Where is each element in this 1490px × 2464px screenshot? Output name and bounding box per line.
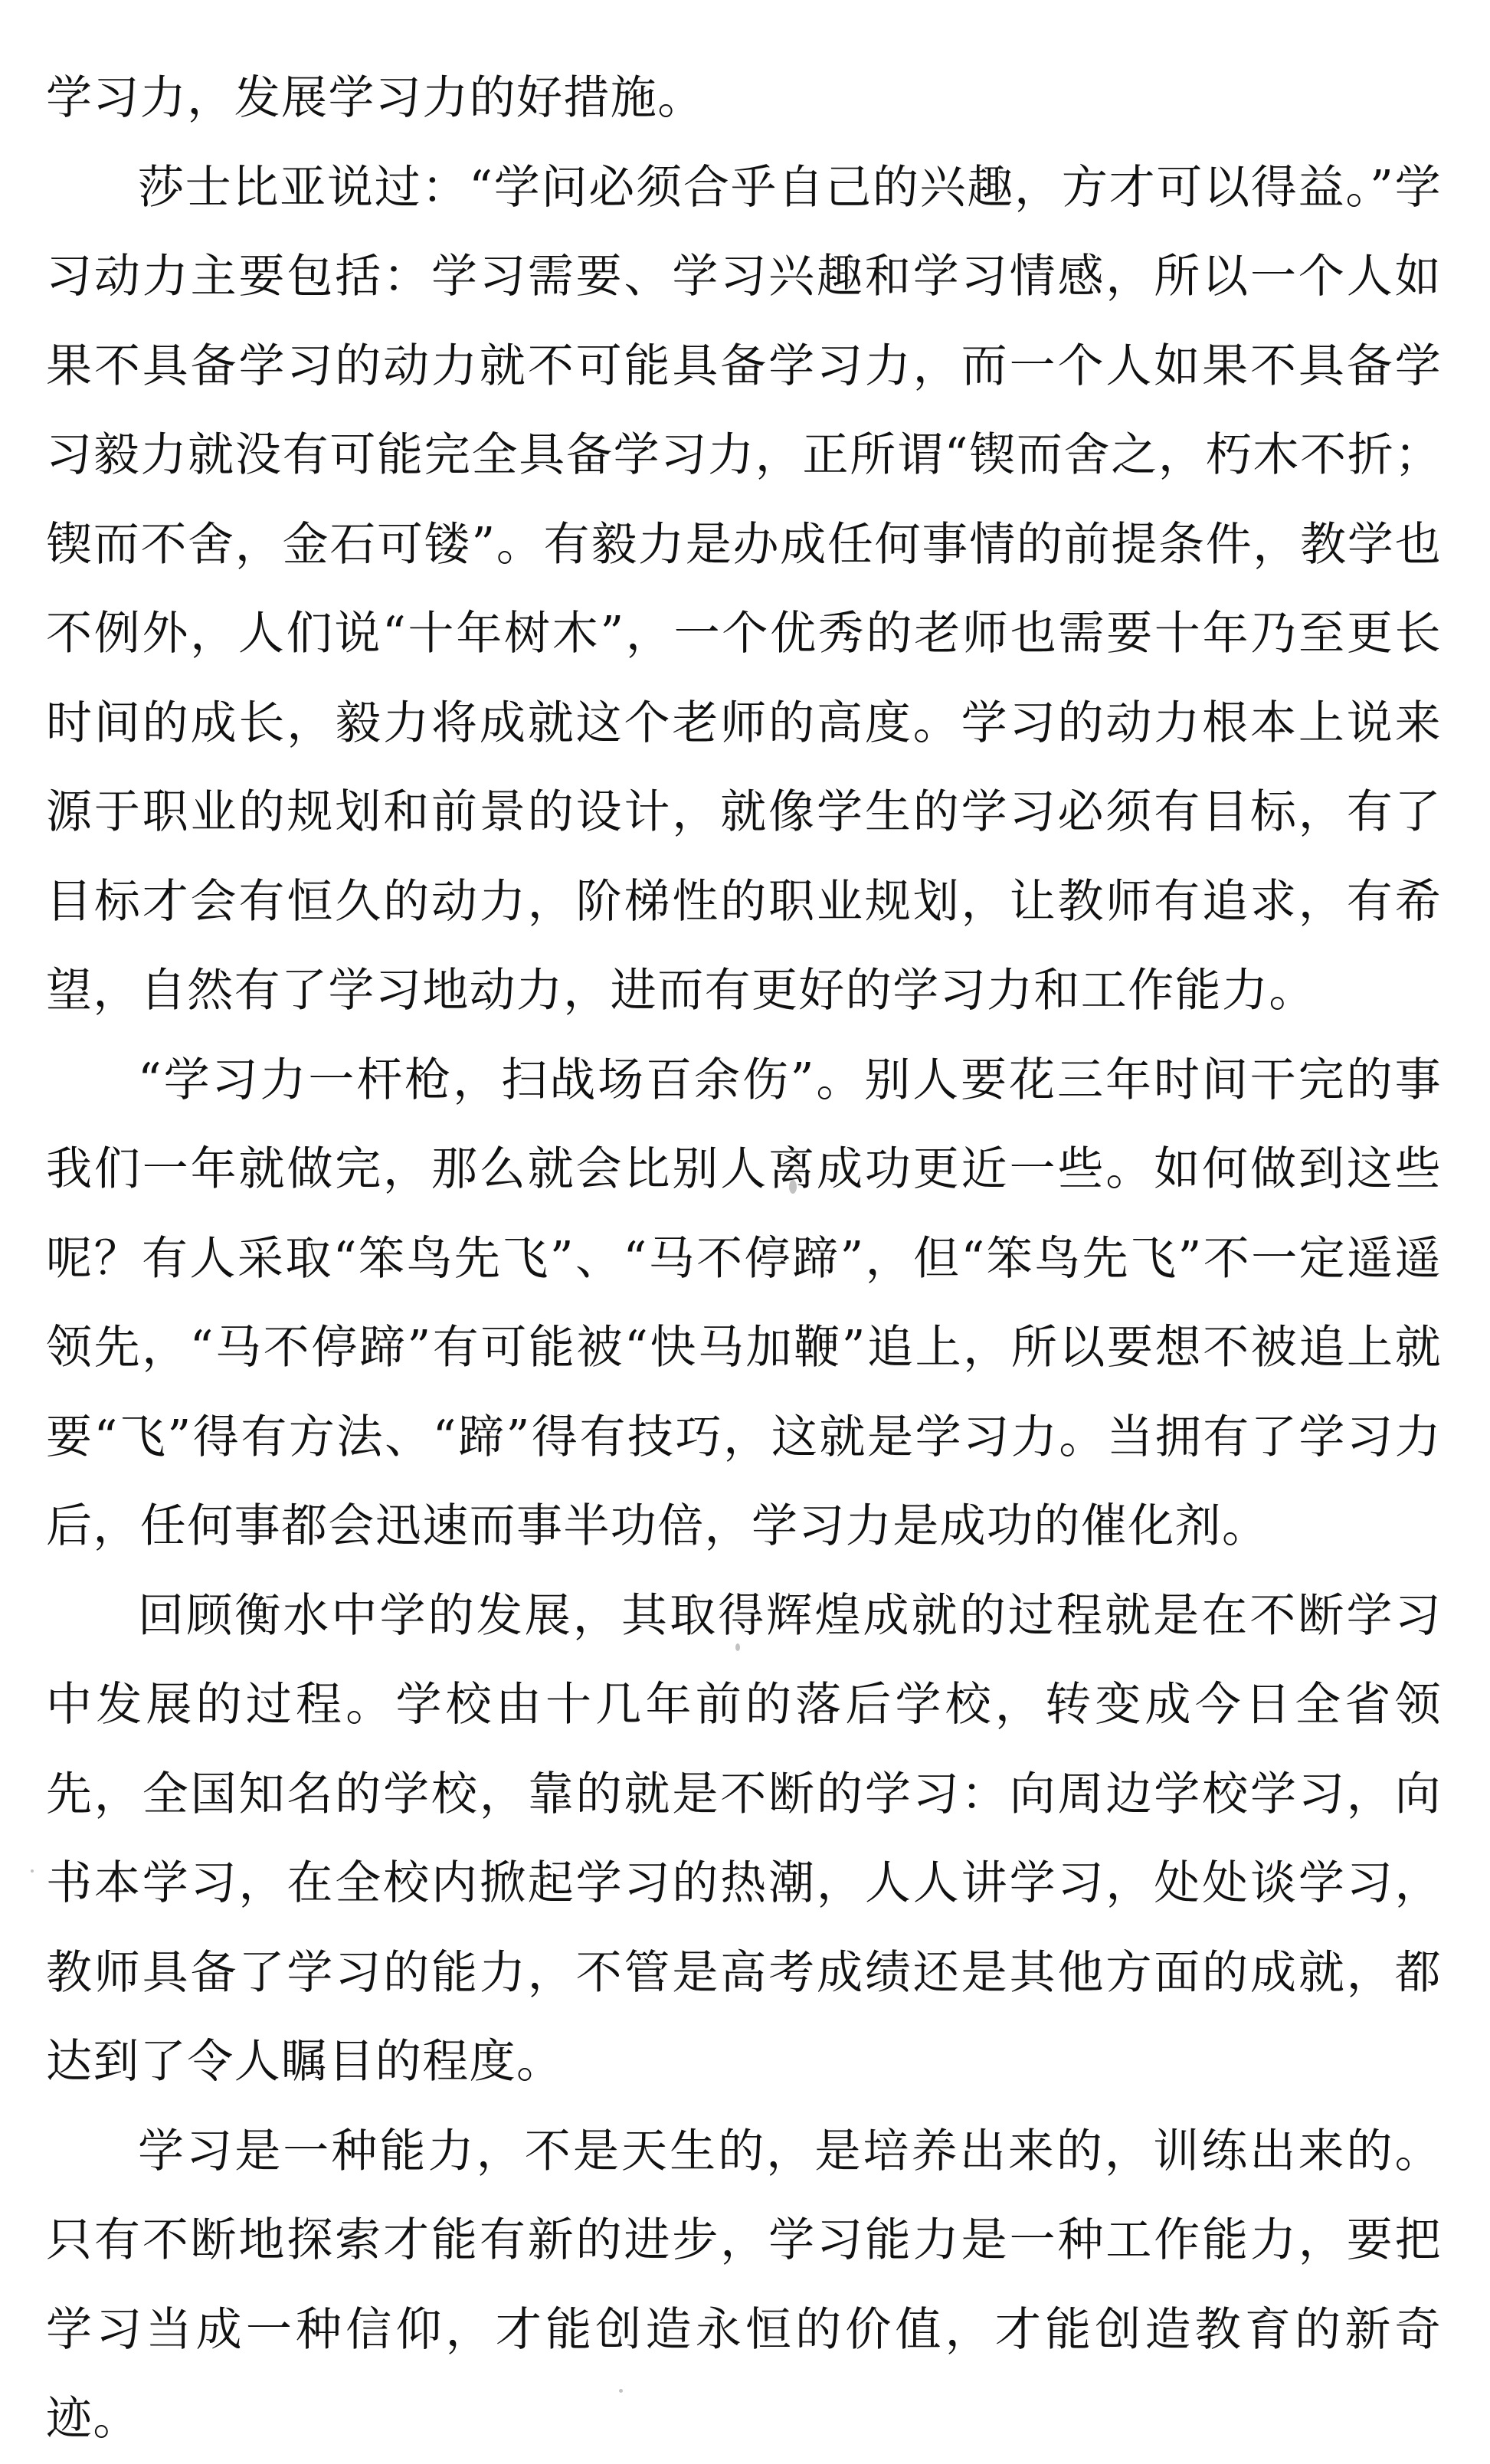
scan-speck (619, 2389, 623, 2393)
paragraph-2: 莎士比亚说过：“学问必须合乎自己的兴趣，方才可以得益。”学习动力主要包括：学习需要、学习兴趣和学习情感，所以一个人如果不具备学习的动力就不可能具备学习力，而一个人如果不具备学习毅力就没有可能完全具备学习力，正所谓“锲而舍之，朽木不折；锲而不舍，金石可镂”。有毅力是办成任何事情的前提条件，教学也不例外，人们说“十年树木”，一个优秀的老师也需要十年乃至更长时间的成长，毅力将成就这个老师的高度。学习的动力根本上说来源于职业的规划和前景的设计，就像学生的学习必须有目标，有了目标才会有恒久的动力，阶梯性的职业规划，让教师有追求，有希望，自然有了学习地动力，进而有更好的学习力和工作能力。 (46, 160, 1442, 1017)
paragraph-4: 回顾衡水中学的发展，其取得辉煌成就的过程就是在不断学习中发展的过程。学校由十几年前的落后学校，转变成今日全省领先，全国知名的学校，靠的就是不断的学习：向周边学校学习，向书本学习，在全校内掀起学习的热潮，人人讲学习，处处谈学习，教师具备了学习的能力，不管是高考成绩还是其他方面的成就，都达到了令人瞩目的程度。 (46, 1588, 1442, 2089)
scan-speck (31, 1869, 34, 1873)
scan-speck (735, 1643, 740, 1651)
paragraph-1: 学习力，发展学习力的好措施。 (46, 71, 705, 125)
scan-speck (789, 1180, 797, 1194)
document-body (46, 54, 1442, 2464)
paragraph-5: 学习是一种能力，不是天生的，是培养出来的，训练出来的。只有不断地探索才能有新的进步，学习能力是一种工作能力，要把学习当成一种信仰，才能创造永恒的价值，才能创造教育的新奇迹。 (46, 2124, 1442, 2446)
paragraph-3: “学习力一杆枪，扫战场百余伤”。别人要花三年时间干完的事我们一年就做完，那么就会比别人离成功更近一些。如何做到这些呢？有人采取“笨鸟先飞”、“马不停蹄”，但“笨鸟先飞”不一定遥遥领先，“马不停蹄”有可能被“快马加鞭”追上，所以要想不被追上就要“飞”得有方法、“蹄”得有技巧，这就是学习力。当拥有了学习力后，任何事都会迅速而事半功倍，学习力是成功的催化剂。 (46, 1053, 1442, 1553)
